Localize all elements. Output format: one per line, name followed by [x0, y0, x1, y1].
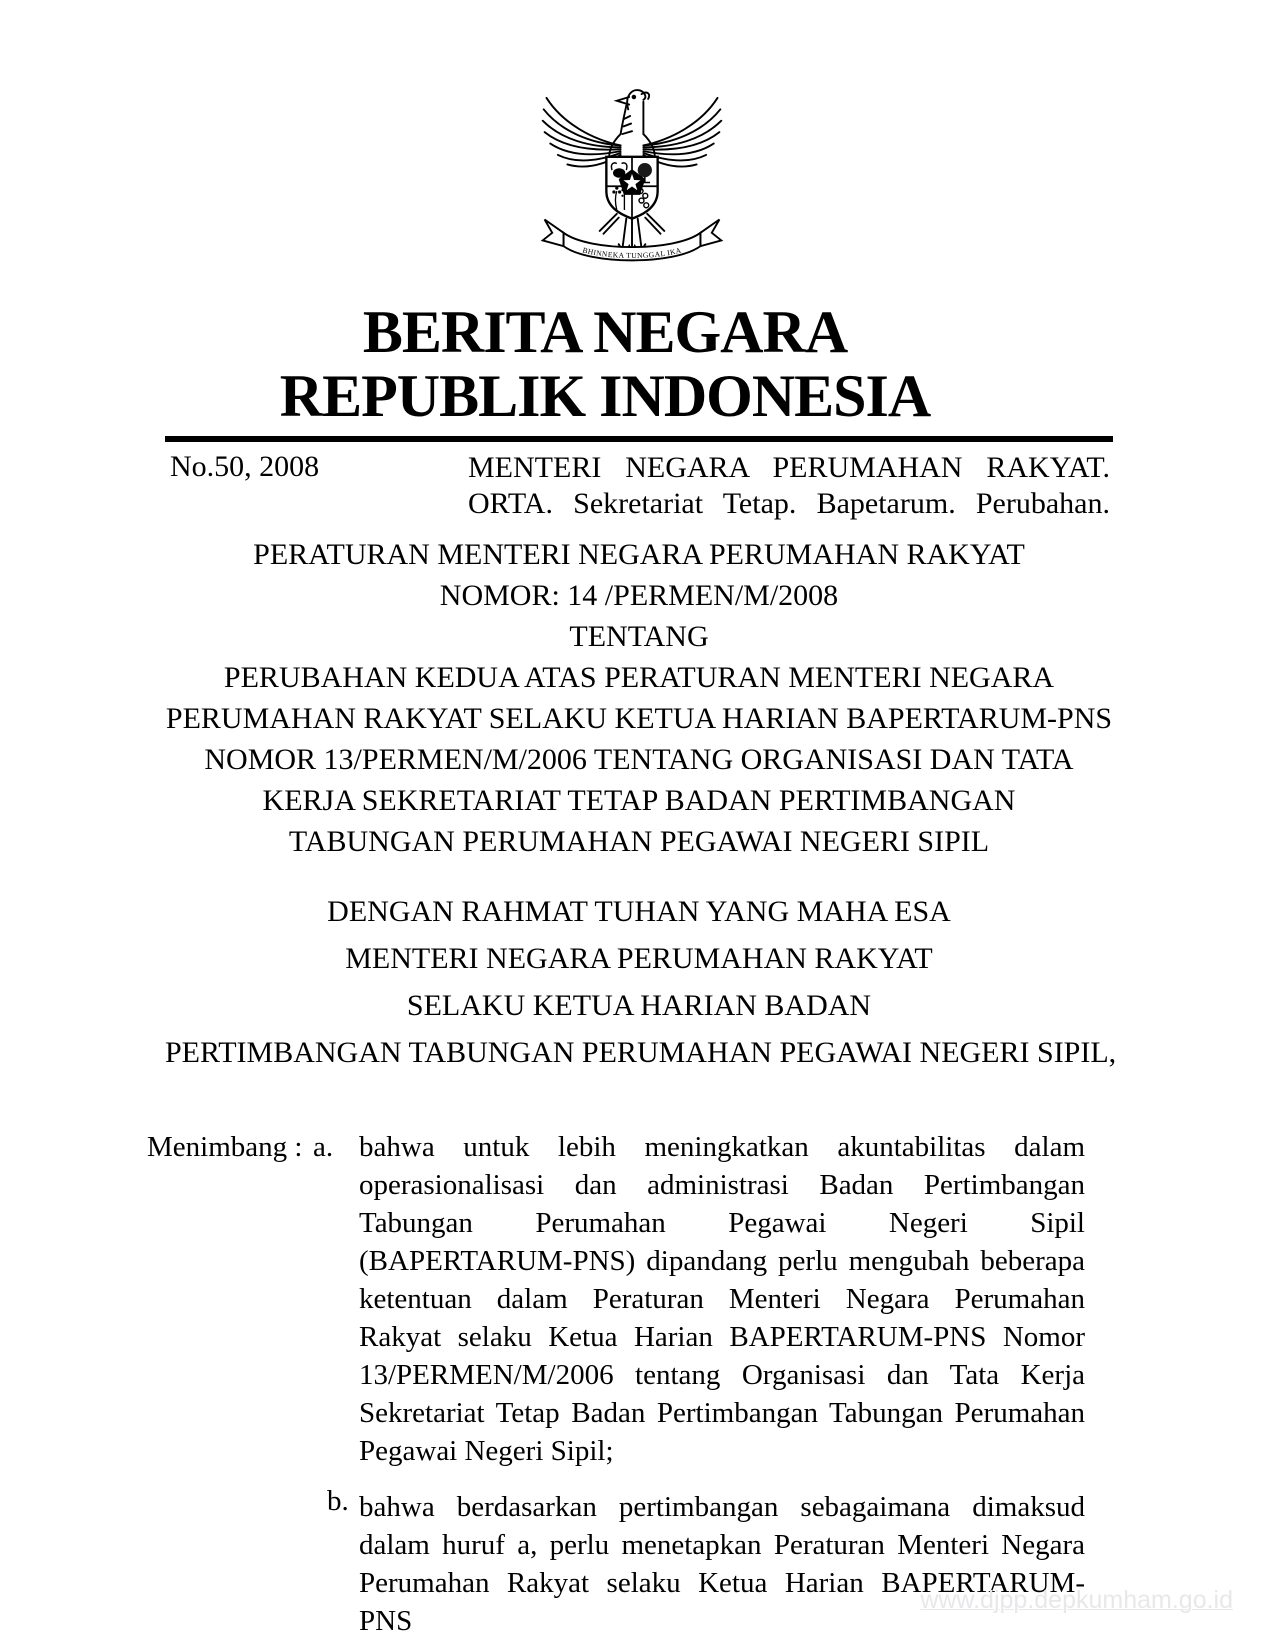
preamble: [165, 888, 1117, 1076]
regulation-title: [165, 534, 1113, 862]
regulation-title-line: TENTANG: [569, 620, 709, 653]
issue-number: No.50, 2008: [170, 450, 320, 483]
regulation-title-line: KERJA SEKRETARIAT TETAP BADAN PERTIMBANGAN: [262, 784, 1016, 817]
gazette-title-line1: BERITA NEGARA: [362, 299, 848, 365]
regulation-title-line: TABUNGAN PERUMAHAN PEGAWAI NEGERI SIPIL: [288, 825, 990, 858]
consideration-item-b: [147, 1485, 1085, 1640]
regulation-title-line: PERUBAHAN KEDUA ATAS PERATURAN MENTERI NEGARA: [223, 661, 1055, 694]
considerations-section: [147, 1128, 1085, 1640]
emblem-motto: BHINNEKA TUNGGAL IKA: [581, 245, 683, 261]
consideration-text-a: bahwa untuk lebih meningkatkan akuntabilitas dalam operasionalisasi dan administrasi Badan Pertimbangan Tabungan Perumahan Pegawai Negeri Sipil (BAPERTARUM-PNS) dipandang perlu mengubah beberapa ketentuan dalam Peraturan Menteri Negara Perumahan Rakyat selaku Ketua Harian BAPERTARUM-PNS Nomor 13/PERMEN/M/2006 tentang Organisasi dan Tata Kerja Sekretariat Tetap Badan Pertimbangan Tabungan Perumahan Pegawai Negeri Sipil;: [359, 1131, 1085, 1467]
consideration-text-b: bahwa berdasarkan pertimbangan sebagaimana dimaksud dalam huruf a, perlu menetapkan Peraturan Menteri Negara Perumahan Rakyat selaku Ketua Harian BAPERTARUM-PNS: [359, 1491, 1085, 1637]
regulation-title-line: NOMOR 13/PERMEN/M/2006 TENTANG ORGANISASI DAN TATA: [204, 743, 1074, 776]
preamble-line: DENGAN RAHMAT TUHAN YANG MAHA ESA: [327, 895, 951, 928]
regulation-title-line: PERUMAHAN RAKYAT SELAKU KETUA HARIAN BAPERTARUM-PNS: [165, 702, 1113, 735]
regulation-title-line: PERATURAN MENTERI NEGARA PERUMAHAN RAKYAT: [253, 538, 1025, 571]
preamble-line: MENTERI NEGARA PERUMAHAN RAKYAT: [345, 942, 933, 975]
preamble-line: SELAKU KETUA HARIAN BADAN: [406, 989, 872, 1022]
garuda-emblem-svg: [537, 82, 727, 282]
subject-line1: MENTERI NEGARA PERUMAHAN RAKYAT.: [468, 451, 1110, 484]
gazette-title: [100, 300, 1110, 428]
consideration-marker-b: [313, 1485, 359, 1526]
gazette-title-line2: REPUBLIK INDONESIA: [279, 363, 931, 429]
considerations-label: Menimbang :: [147, 1131, 303, 1163]
subject-line2: ORTA. Sekretariat Tetap. Bapetarum. Perubahan.: [468, 487, 1110, 520]
consideration-marker-b-text: b.: [327, 1485, 349, 1517]
garuda-shield: [606, 157, 657, 219]
garuda-pancasila-emblem: [537, 82, 727, 282]
masthead-rule: [165, 436, 1113, 442]
subject-block: [468, 450, 1110, 522]
consideration-item-a: [147, 1128, 1085, 1470]
site-watermark: www.djpp.depkumham.go.id: [920, 1586, 1233, 1614]
preamble-line: PERTIMBANGAN TABUNGAN PERUMAHAN PEGAWAI NEGERI SIPIL,: [165, 1036, 1117, 1069]
consideration-marker-a: a.: [313, 1131, 334, 1163]
regulation-title-line: NOMOR: 14 /PERMEN/M/2008: [439, 579, 839, 612]
